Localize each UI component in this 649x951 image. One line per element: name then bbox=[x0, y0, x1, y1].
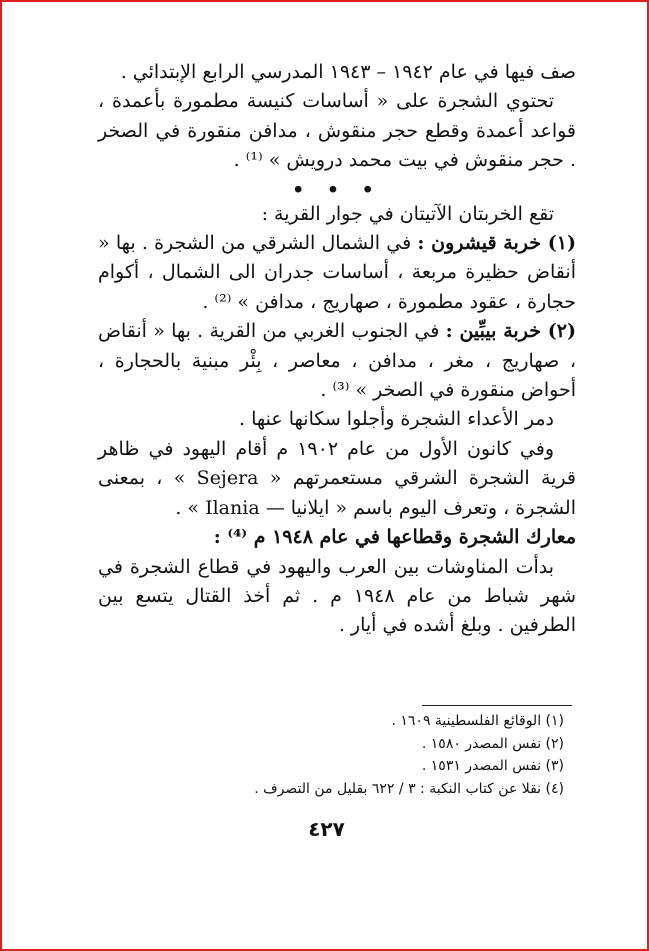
footnote-4: (٤) نقلا عن كتاب النكبة : ٣ / ٦٢٢ بقليل من التصرف . bbox=[254, 780, 564, 797]
paragraph-nearby-ruins-intro: تقع الخربتان الآتيتان في جوار القرية : bbox=[261, 202, 554, 225]
paragraph-church-remains: تحتوي الشجرة على « أساسات كنيسة مطمورة بأعمدة ، قواعد أعمدة وقطع حجر منقوش ، مدافن منقورة في الصخر . حجر منقوش في بيت محمد درويش » ⁽¹⁾ . bbox=[98, 90, 576, 172]
section-title-battles-1948: معارك الشجرة وقطاعها في عام ١٩٤٨ م ⁽⁴⁾ : bbox=[213, 526, 576, 549]
paragraph-khirbet-qishron bbox=[98, 229, 576, 317]
footnote-1: (١) الوقائع الفلسطينية ١٦٠٩ . bbox=[391, 713, 564, 729]
paragraph-khirbet-bibbin bbox=[98, 317, 576, 405]
paragraph-destruction: دمر الأعداء الشجرة وأجلوا سكانها عنها . bbox=[239, 408, 554, 431]
paragraph-sejera-colony: وفي كانون الأول من عام ١٩٠٢ م أقام اليهود في ظاهر قرية الشجرة الشرقي مستعمرتهم « Sejera » ، بمعنى الشجرة ، وتعرف اليوم باسم « ايلانيا — Ilania » . bbox=[98, 437, 576, 519]
footnotes bbox=[152, 710, 564, 800]
footnote-3: (٣) نفس المصدر ١٥٣١ . bbox=[421, 758, 564, 774]
main-text bbox=[98, 58, 576, 641]
ruin-description-qishron: في الشمال الشرقي من الشجرة . بها « أنقاض حظيرة مربعة ، أساسات جدران الى الشمال ، أكوام حجارة ، عقود مطمورة ، صهاريج ، مدافن » ⁽²⁾ . bbox=[98, 232, 576, 313]
ruin-name-bibbin: (٢) خربة بيبِّين : bbox=[445, 320, 576, 343]
section-separator: • • • bbox=[292, 178, 382, 201]
paragraph-battles-start: بدأت المناوشات بين العرب واليهود في قطاع الشجرة في شهر شباط من عام ١٩٤٨ م . ثم أخذ القتال يتسع بين الطرفين . وبلغ أشده في أيار . bbox=[98, 555, 576, 637]
ruin-name-qishron: (١) خربة قيشرون : bbox=[417, 232, 576, 255]
paragraph-continuation: صف فيها في عام ١٩٤٢ – ١٩٤٣ المدرسي الرابع الإبتدائي . bbox=[120, 61, 576, 83]
page-number: ٤٢٧ bbox=[308, 817, 345, 841]
ruin-description-bibbin: في الجنوب الغربي من القرية . بها « أنقاض ، صهاريج ، مغر ، مدافن ، معاصر ، بِئْر مبنية بالحجارة ، أحواض منقورة في الصخر » ⁽³⁾ . bbox=[98, 320, 576, 402]
footnote-divider bbox=[422, 705, 572, 706]
footnote-2: (٢) نفس المصدر ١٥٨٠ . bbox=[421, 735, 564, 752]
